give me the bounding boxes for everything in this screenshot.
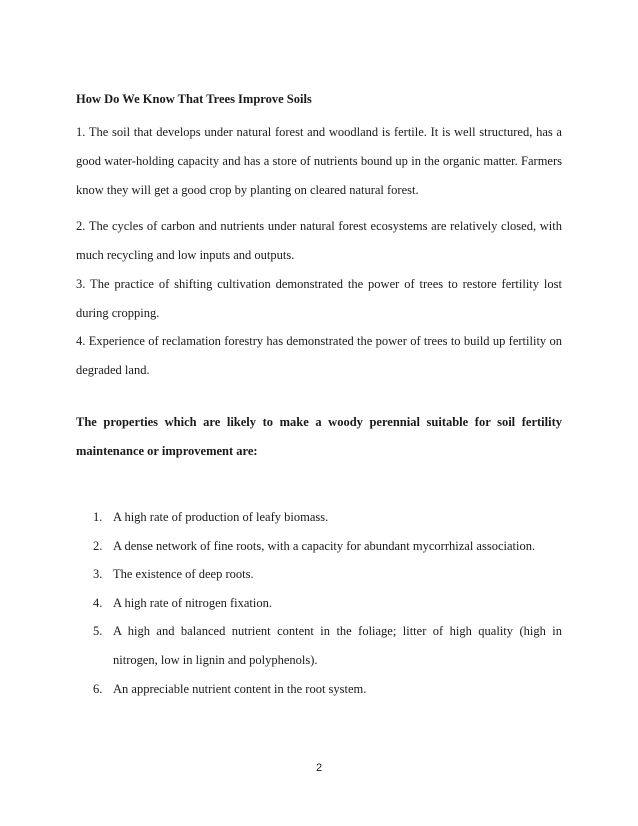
list-item-number: 5. bbox=[93, 624, 103, 638]
list-item bbox=[76, 503, 562, 532]
section-heading: How Do We Know That Trees Improve Soils bbox=[76, 92, 312, 106]
list-item-number: 6. bbox=[93, 682, 103, 696]
paragraph-1: 1. The soil that develops under natural forest and woodland is fertile. It is well structured, has a good water-holding capacity and has a store of nutrients bound up in the organic matter. Farmers know they will get a good crop by planting on cleared natural forest. bbox=[76, 125, 562, 197]
paragraph-4: 4. Experience of reclamation forestry has demonstrated the power of trees to build up fertility on degraded land. bbox=[76, 334, 562, 377]
list-item-text: A high rate of nitrogen fixation. bbox=[113, 596, 272, 610]
list-item-number: 4. bbox=[93, 596, 103, 610]
list-item bbox=[76, 560, 562, 589]
list-item bbox=[76, 617, 562, 675]
list-item-number: 3. bbox=[93, 567, 103, 581]
list-item-number: 1. bbox=[93, 510, 103, 524]
list-item bbox=[76, 532, 562, 561]
list-item bbox=[76, 675, 562, 704]
properties-subheading: The properties which are likely to make a woody perennial suitable for soil fertility maintenance or improvement are: bbox=[76, 415, 562, 458]
paragraph-2: 2. The cycles of carbon and nutrients under natural forest ecosystems are relatively closed, with much recycling and low inputs and outputs. bbox=[76, 219, 562, 262]
list-item-text: The existence of deep roots. bbox=[113, 567, 254, 581]
page-number: 2 bbox=[315, 762, 323, 774]
list-item-text: A high and balanced nutrient content in the foliage; litter of high quality (high in nitrogen, low in lignin and polyphenols). bbox=[113, 624, 562, 667]
list-item-text: A dense network of fine roots, with a capacity for abundant mycorrhizal association. bbox=[113, 539, 536, 553]
list-item bbox=[76, 589, 562, 618]
list-item-number: 2. bbox=[93, 539, 103, 553]
list-item-text: A high rate of production of leafy biomass. bbox=[113, 510, 329, 524]
paragraph-3: 3. The practice of shifting cultivation demonstrated the power of trees to restore fertility lost during cropping. bbox=[76, 277, 562, 320]
list-item-text: An appreciable nutrient content in the root system. bbox=[113, 682, 367, 696]
